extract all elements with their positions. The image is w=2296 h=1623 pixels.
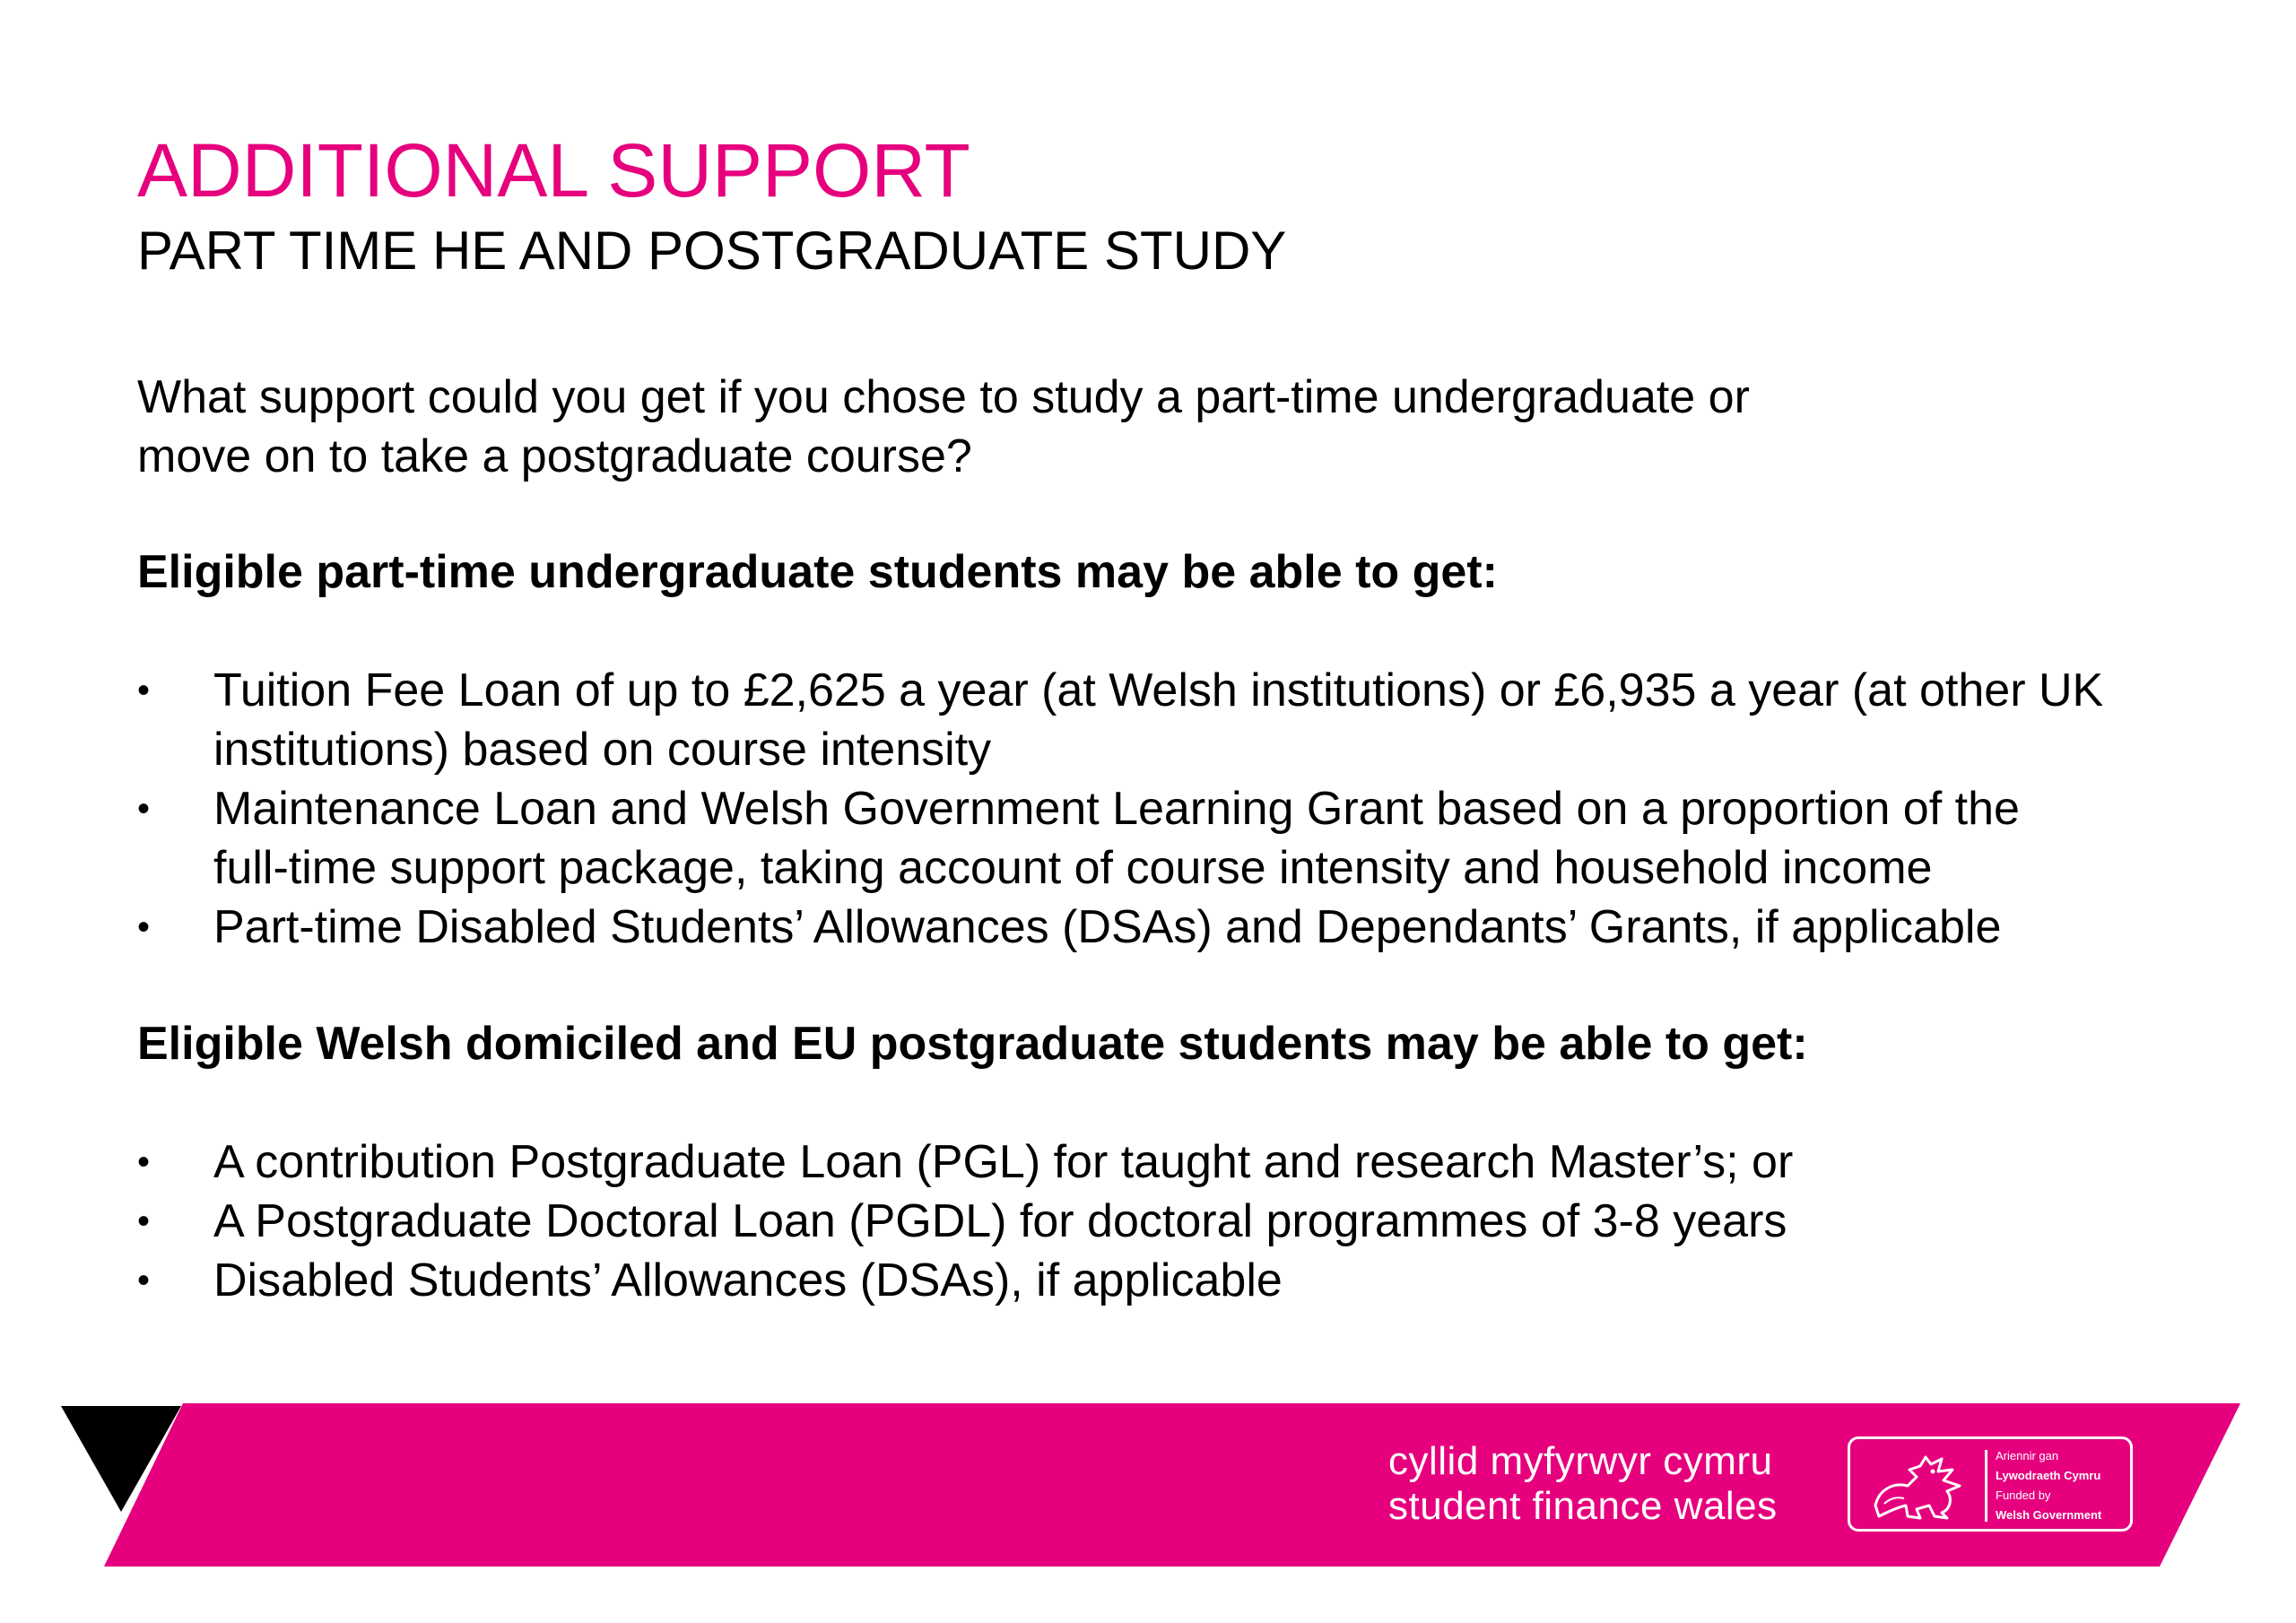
list-item-text: institutions) based on course intensity: [213, 724, 992, 776]
page-subtitle: PART TIME HE AND POSTGRADUATE STUDY: [137, 221, 1287, 281]
bullet-icon: •: [137, 1142, 151, 1182]
part-time-heading: Eligible part-time undergraduate students may be able to get:: [137, 546, 1498, 598]
bullet-icon: •: [137, 1202, 151, 1241]
gov-english-small: Funded by: [1996, 1488, 2051, 1502]
intro-paragraph: [137, 368, 2110, 486]
bullet-icon: •: [137, 671, 151, 710]
list-item-text: A Postgraduate Doctoral Loan (PGDL) for doctoral programmes of 3-8 years: [213, 1195, 1787, 1247]
list-item: [137, 779, 2236, 898]
brand-english: student finance wales: [1388, 1484, 1778, 1528]
bullet-icon: •: [137, 907, 151, 947]
list-item: [137, 661, 2236, 779]
intro-line: move on to take a postgraduate course?: [137, 430, 972, 482]
list-item-text: Disabled Students’ Allowances (DSAs), if applicable: [213, 1254, 1283, 1306]
list-item-text: Part-time Disabled Students’ Allowances (DSAs) and Dependants’ Grants, if applicable: [213, 901, 2002, 953]
gov-english-bold: Welsh Government: [1996, 1508, 2102, 1522]
list-item-text: Tuition Fee Loan of up to £2,625 a year (at Welsh institutions) or £6,935 a year (at other UK: [213, 664, 2104, 716]
bullet-icon: •: [137, 789, 151, 829]
brand-welsh: cyllid myfyrwyr cymru: [1388, 1439, 1773, 1483]
postgraduate-list: [137, 1133, 2236, 1310]
list-item-text: A contribution Postgraduate Loan (PGL) for taught and research Master’s; or: [213, 1136, 1794, 1188]
list-item: [137, 1251, 2236, 1310]
list-item-text: full-time support package, taking account of course intensity and household income: [213, 842, 1933, 894]
postgraduate-heading: Eligible Welsh domiciled and EU postgraduate students may be able to get:: [137, 1018, 1808, 1070]
list-item: [137, 1192, 2236, 1251]
list-item: [137, 1133, 2236, 1192]
brand-logo-text: [1388, 1439, 1778, 1529]
intro-line: What support could you get if you chose to study a part-time undergraduate or: [137, 371, 1750, 423]
part-time-list: [137, 661, 2236, 957]
badge-divider: [1985, 1450, 1987, 1522]
gov-welsh-small: Ariennir gan: [1996, 1449, 2059, 1462]
dragon-icon: [1866, 1450, 1972, 1522]
welsh-government-logo: [1848, 1436, 2133, 1532]
list-item: [137, 898, 2236, 957]
government-text: [1996, 1446, 2101, 1525]
bullet-icon: •: [137, 1261, 151, 1300]
page-title: ADDITIONAL SUPPORT: [137, 128, 970, 213]
list-item-text: Maintenance Loan and Welsh Government Learning Grant based on a proportion of the: [213, 783, 2020, 835]
gov-welsh-bold: Lywodraeth Cymru: [1996, 1469, 2101, 1482]
